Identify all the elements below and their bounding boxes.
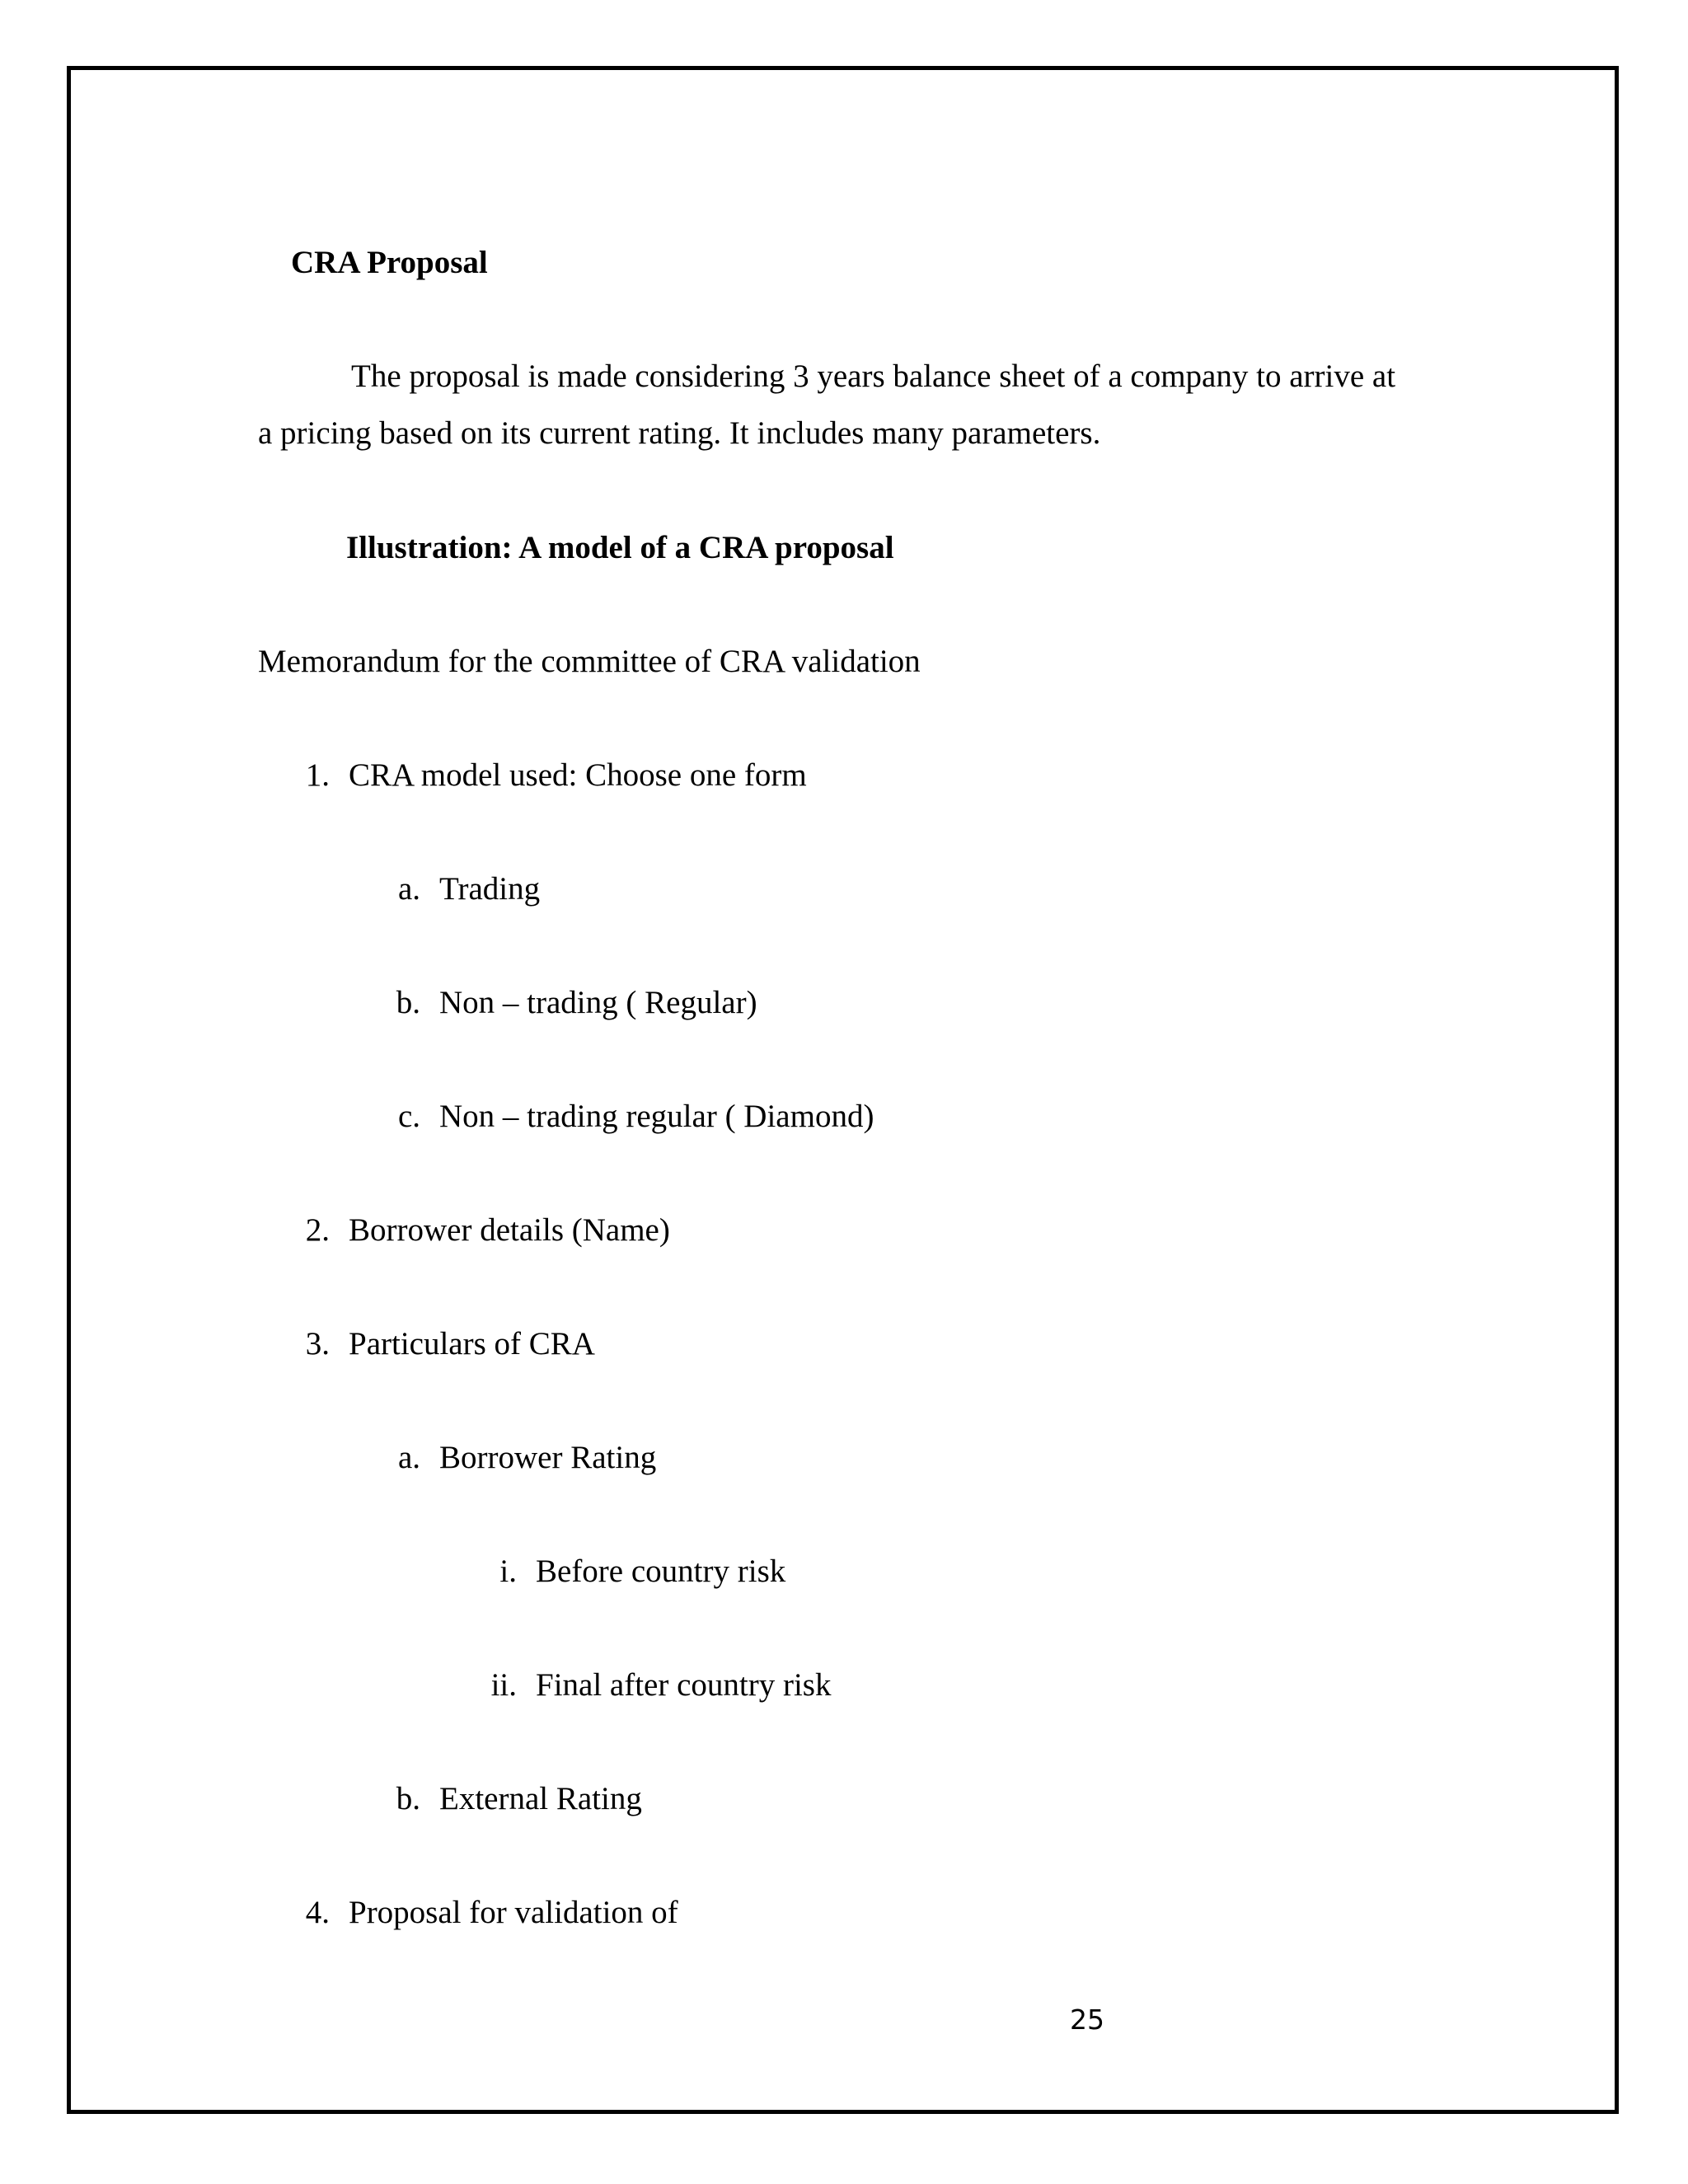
list-marker: 2. — [305, 1212, 330, 1248]
list-marker: 1. — [305, 757, 330, 793]
list-item: Non – trading ( Regular) — [439, 985, 757, 1020]
list-marker: a. — [397, 871, 420, 907]
section-title: CRA Proposal — [291, 245, 488, 280]
page-number: 25 — [1070, 2004, 1104, 2036]
list-item: Non – trading regular ( Diamond) — [439, 1099, 874, 1134]
illustration-title: Illustration: A model of a CRA proposal — [346, 530, 894, 565]
list-item: Borrower details (Name) — [349, 1212, 670, 1248]
list-marker: b. — [396, 1781, 420, 1816]
list-item: Trading — [439, 871, 541, 907]
list-item: Proposal for validation of — [349, 1895, 678, 1930]
list-item: CRA model used: Choose one form — [349, 757, 807, 793]
list-marker: ii. — [490, 1667, 517, 1703]
list-marker: i. — [499, 1554, 517, 1589]
list-marker: 4. — [305, 1895, 330, 1930]
memo-heading: Memorandum for the committee of CRA validation — [258, 644, 921, 679]
list-item: Borrower Rating — [439, 1440, 657, 1475]
list-item: External Rating — [439, 1781, 642, 1816]
list-item: Final after country risk — [536, 1667, 832, 1703]
list-marker: b. — [396, 985, 420, 1020]
list-item: Particulars of CRA — [349, 1326, 595, 1361]
list-item: Before country risk — [536, 1554, 786, 1589]
list-marker: 3. — [305, 1326, 330, 1361]
intro-line-1: The proposal is made considering 3 years balance sheet of a company to arrive at — [351, 359, 1396, 394]
list-marker: a. — [397, 1440, 420, 1475]
list-marker: c. — [397, 1099, 420, 1134]
intro-line-2: a pricing based on its current rating. It includes many parameters. — [258, 415, 1101, 451]
